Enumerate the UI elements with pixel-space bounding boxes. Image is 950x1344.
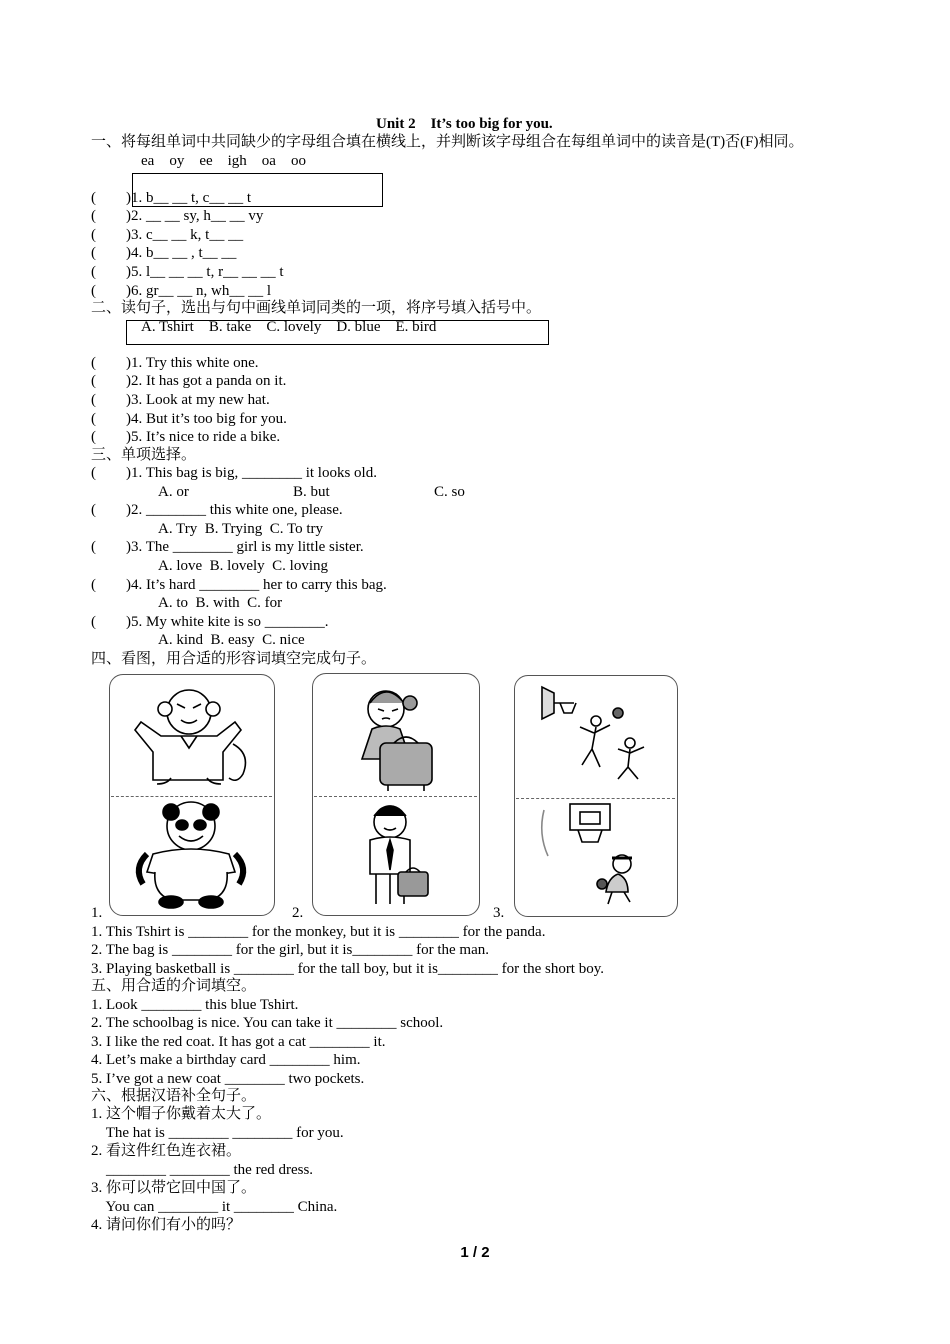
short-boy-basketball-illustration bbox=[514, 800, 678, 916]
list-item: ( )3. c__ __ k, t__ __ bbox=[91, 227, 244, 243]
section-2-options: A. Tshirt B. take C. lovely D. blue E. bird bbox=[141, 319, 437, 335]
question: ( )3. The ________ girl is my little sister. bbox=[91, 539, 364, 555]
section-5-heading: 五、用合适的介词填空。 bbox=[91, 978, 257, 994]
options: A. kind B. easy C. nice bbox=[158, 632, 305, 648]
tall-boys-basketball-illustration bbox=[514, 675, 678, 797]
section-2-heading: 二、读句子，选出与句中画线单词同类的一项，将序号填入括号中。 bbox=[91, 300, 542, 316]
list-item: ________ ________ the red dress. bbox=[91, 1162, 314, 1178]
girl-with-bag-illustration bbox=[312, 673, 480, 795]
list-item: 2. The schoolbag is nice. You can take it ________ school. bbox=[91, 1015, 444, 1031]
list-item: The hat is ________ ________ for you. bbox=[91, 1125, 344, 1141]
option: B. but bbox=[293, 484, 330, 500]
section-4-heading: 四、看图，用合适的形容词填空完成句子。 bbox=[91, 651, 377, 667]
list-item: You can ________ it ________ China. bbox=[91, 1199, 338, 1215]
list-item: ( )1. b__ __ t, c__ __ t bbox=[91, 190, 251, 206]
question: ( )4. It’s hard ________ her to carry this bag. bbox=[91, 577, 387, 593]
options: A. Try B. Trying C. To try bbox=[158, 521, 323, 537]
list-item: ( )3. Look at my new hat. bbox=[91, 392, 270, 408]
section-1-heading: 一、将每组单词中共同缺少的字母组合填在横线上，并判断该字母组合在每组单词中的读音是(T)否(F)相同。 bbox=[91, 134, 804, 150]
page-number: 1 / 2 bbox=[460, 1244, 490, 1261]
list-item: 3. Playing basketball is ________ for the tall boy, but it is________ for the short boy. bbox=[91, 961, 605, 977]
picture-label-2: 2. bbox=[292, 905, 304, 921]
list-item: ( )2. It has got a panda on it. bbox=[91, 373, 287, 389]
section-6-heading: 六、根据汉语补全句子。 bbox=[91, 1088, 257, 1104]
list-item: ( )1. Try this white one. bbox=[91, 355, 259, 371]
options: A. to B. with C. for bbox=[158, 595, 283, 611]
list-item: 1. 这个帽子你戴着太大了。 bbox=[91, 1106, 272, 1122]
panel-divider bbox=[314, 796, 477, 797]
list-item: 2. The bag is ________ for the girl, but it is________ for the man. bbox=[91, 942, 490, 958]
panda-illustration bbox=[109, 798, 275, 914]
list-item: 5. I’ve got a new coat ________ two pockets. bbox=[91, 1071, 365, 1087]
picture-label-1: 1. bbox=[91, 905, 103, 921]
question: ( )1. This bag is big, ________ it looks old. bbox=[91, 465, 377, 481]
list-item: 3. 你可以带它回中国了。 bbox=[91, 1180, 257, 1196]
list-item: 1. Look ________ this blue Tshirt. bbox=[91, 997, 299, 1013]
list-item: ( )5. l__ __ __ t, r__ __ __ t bbox=[91, 264, 284, 280]
section-1-options: ea oy ee igh oa oo bbox=[141, 153, 306, 169]
question: ( )5. My white kite is so ________. bbox=[91, 614, 329, 630]
list-item: ( )4. But it’s too big for you. bbox=[91, 411, 287, 427]
list-item: ( )4. b__ __ , t__ __ bbox=[91, 245, 237, 261]
list-item: 4. 请问你们有小的吗？ bbox=[91, 1217, 242, 1233]
option: A. or bbox=[158, 484, 189, 500]
list-item: ( )2. __ __ sy, h__ __ vy bbox=[91, 208, 264, 224]
panel-divider bbox=[516, 798, 675, 799]
section-3-heading: 三、单项选择。 bbox=[91, 447, 197, 463]
list-item: 4. Let’s make a birthday card ________ him. bbox=[91, 1052, 361, 1068]
man-with-bag-illustration bbox=[312, 798, 480, 914]
page-title: Unit 2 It’s too big for you. bbox=[376, 116, 553, 132]
list-item: 3. I like the red coat. It has got a cat ________ it. bbox=[91, 1034, 386, 1050]
list-item: 2. 看这件红色连衣裙。 bbox=[91, 1143, 242, 1159]
list-item: ( )5. It’s nice to ride a bike. bbox=[91, 429, 281, 445]
list-item: ( )6. gr__ __ n, wh__ __ l bbox=[91, 283, 271, 299]
question: ( )2. ________ this white one, please. bbox=[91, 502, 343, 518]
list-item: 1. This Tshirt is ________ for the monkey, but it is ________ for the panda. bbox=[91, 924, 546, 940]
option: C. so bbox=[434, 484, 465, 500]
options: A. love B. lovely C. loving bbox=[158, 558, 328, 574]
picture-label-3: 3. bbox=[493, 905, 505, 921]
